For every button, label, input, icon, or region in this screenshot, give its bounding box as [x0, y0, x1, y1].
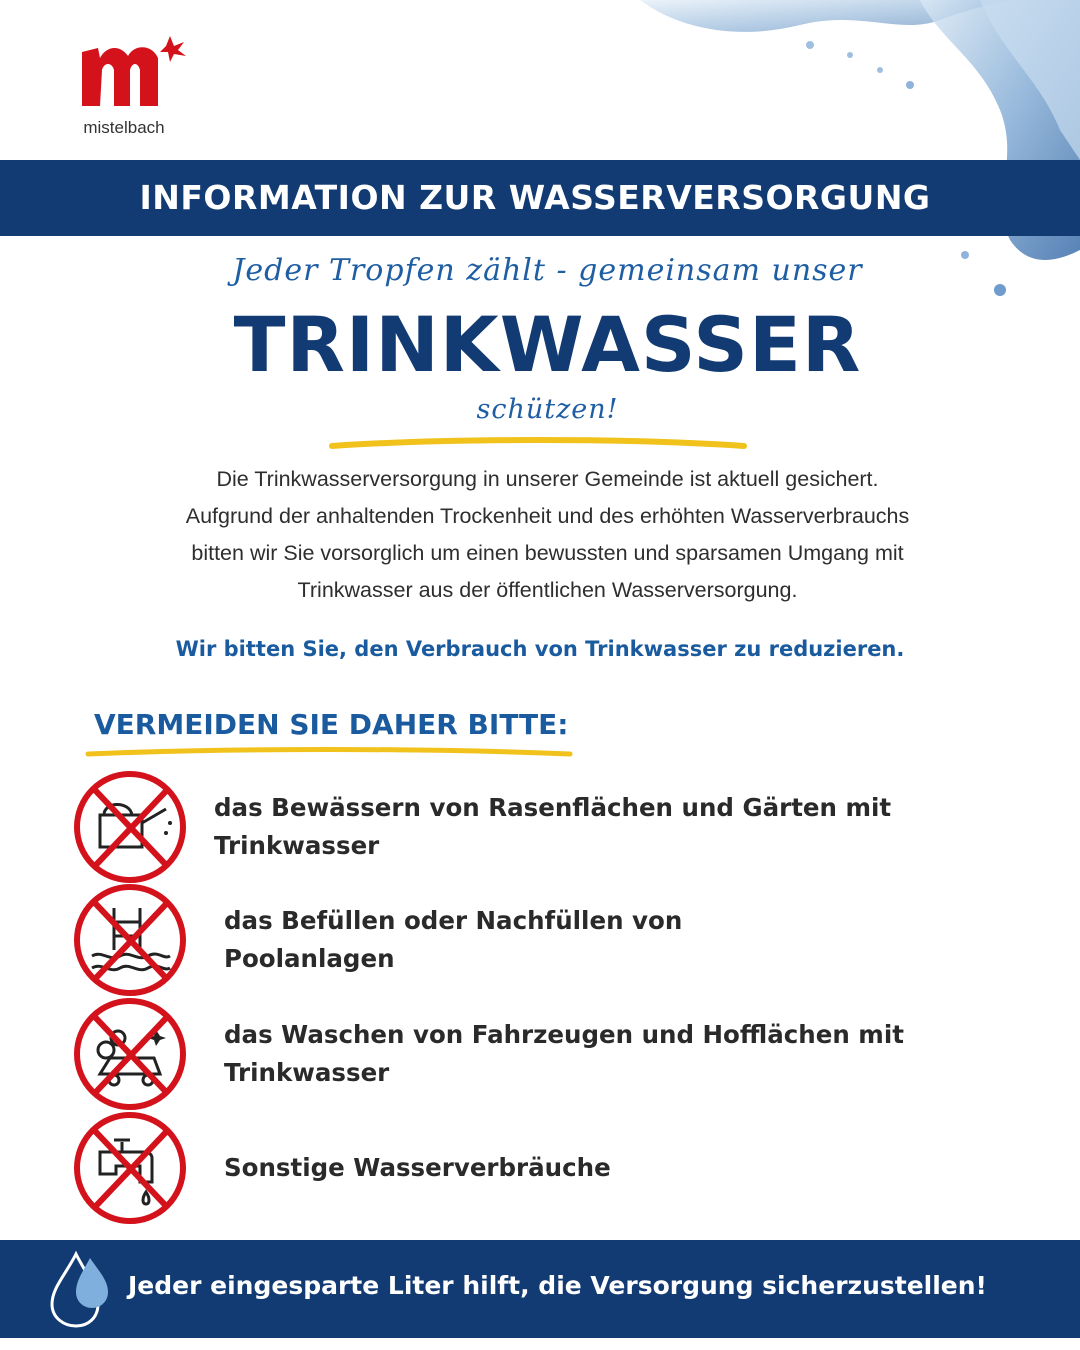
intro-line: Trinkwasser aus der öffentlichen Wasserversorgung. — [297, 578, 798, 602]
yellow-brush-underline — [328, 434, 748, 454]
page-title: INFORMATION ZUR WASSERVERSORGUNG — [139, 178, 931, 217]
avoid-item-line: Poolanlagen — [224, 944, 395, 973]
avoid-item-line: Trinkwasser — [224, 1058, 390, 1087]
pool-icon — [70, 880, 190, 1000]
hero-tagline: Jeder Tropfen zählt - gemeinsam unser — [232, 253, 863, 288]
avoid-item — [214, 789, 934, 865]
footer-message: Jeder eingesparte Liter hilft, die Versorgung sicherzustellen! — [128, 1271, 987, 1300]
water-drop-icon — [46, 1250, 112, 1330]
hero-subline: schützen! — [476, 394, 619, 425]
watering-can-icon — [70, 767, 190, 887]
intro-line: Aufgrund der anhaltenden Trockenheit und des erhöhten Wasserverbrauchs — [185, 504, 910, 528]
avoid-section-title: VERMEIDEN SIE DAHER BITTE: — [94, 708, 569, 741]
logo-wordmark: mistelbach — [83, 118, 165, 137]
avoid-item — [224, 1149, 944, 1187]
avoid-item — [224, 1016, 944, 1092]
faucet-icon — [70, 1108, 190, 1228]
avoid-item-line: das Bewässern von Rasenflächen und Gärten mit — [214, 793, 892, 822]
intro-line: bitten wir Sie vorsorglich um einen bewussten und sparsamen Umgang mit — [191, 541, 904, 565]
avoid-item-line: das Befüllen oder Nachfüllen von — [224, 906, 683, 935]
appeal-text: Wir bitten Sie, den Verbrauch von Trinkwasser zu reduzieren. — [175, 637, 905, 661]
hero-headline: TRINKWASSER — [233, 300, 862, 389]
intro-line: Die Trinkwasserversorgung in unserer Gemeinde ist aktuell gesichert. — [216, 467, 879, 491]
avoid-item-line: das Waschen von Fahrzeugen und Hofflächen mit — [224, 1020, 904, 1049]
car-wash-icon — [70, 994, 190, 1114]
yellow-brush-underline — [84, 742, 574, 762]
avoid-item-line: Sonstige Wasserverbräuche — [224, 1153, 611, 1182]
intro-paragraph — [100, 461, 995, 609]
avoid-item — [224, 902, 944, 978]
avoid-item-line: Trinkwasser — [214, 831, 380, 860]
